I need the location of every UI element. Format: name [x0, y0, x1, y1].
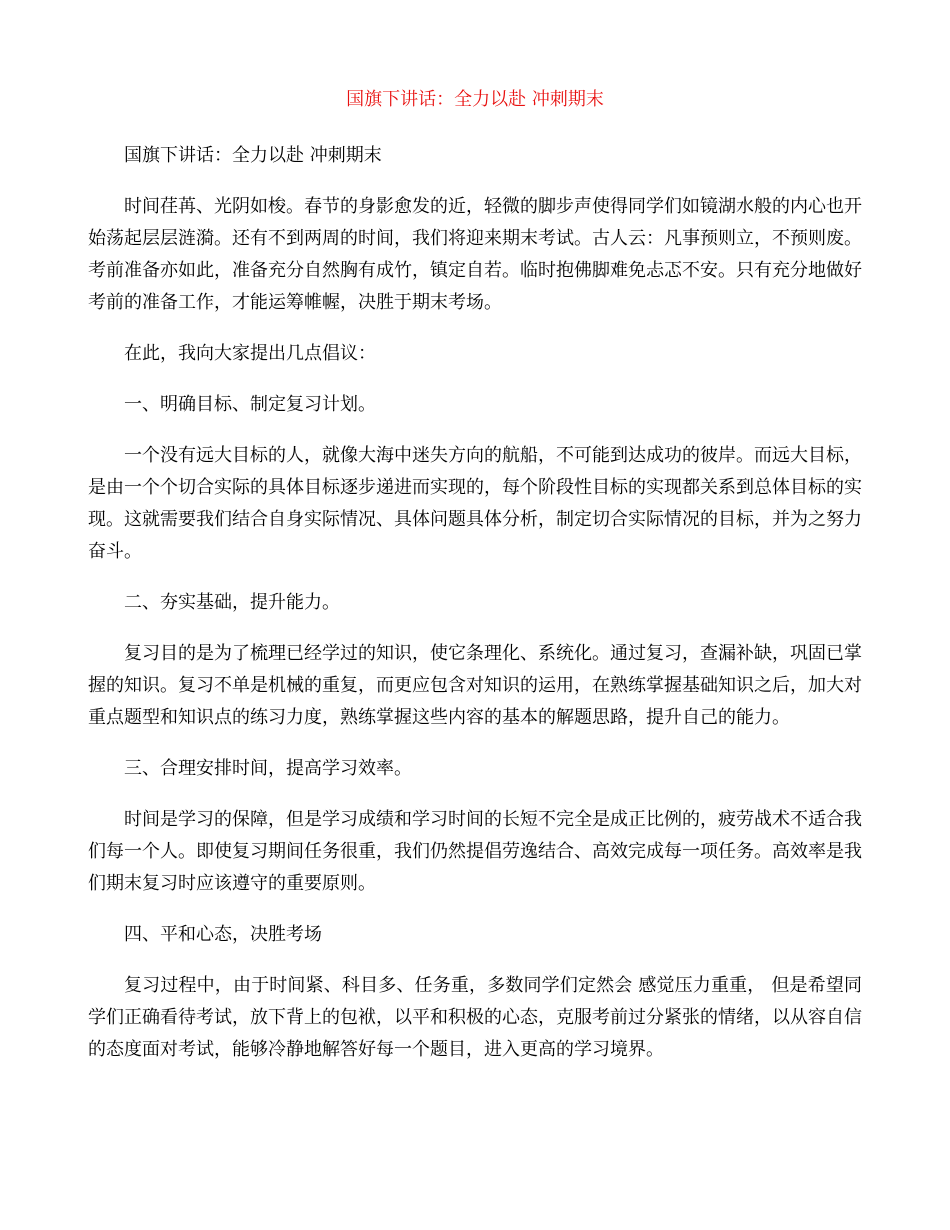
- heading-point-3: 三、合理安排时间，提高学习效率。: [124, 758, 412, 779]
- paragraph-point-3: 时间是学习的保障，但是学习成绩和学习时间的长短不完全是成正比例的，疲劳战术不适合我们每一个人。即使复习期间任务很重，我们仍然提倡劳逸结合、高效完成每一项任务。高效率是我们期末复习时应该遵守的重要原则。: [88, 809, 862, 894]
- heading-point-1: 一、明确目标、制定复习计划。: [124, 394, 376, 415]
- paragraph-subtitle: 国旗下讲话：全力以赴 冲刺期末: [124, 145, 382, 166]
- paragraph-proposal: 在此，我向大家提出几点倡议：: [124, 343, 376, 364]
- heading-point-4: 四、平和心态，决胜考场: [124, 924, 322, 945]
- paragraph-point-2: 复习目的是为了梳理已经学过的知识，使它条理化、系统化。通过复习，查漏补缺，巩固已掌握的知识。复习不单是机械的重复，而更应包含对知识的运用，在熟练掌握基础知识之后，加大对重点题型和知识点的练习力度，熟练掌握这些内容的基本的解题思路，提升自己的能力。: [88, 643, 862, 728]
- document-body: [88, 140, 862, 1085]
- document-title: 国旗下讲话：全力以赴 冲刺期末: [346, 89, 604, 110]
- heading-point-2: 二、夯实基础，提升能力。: [124, 592, 340, 613]
- paragraph-point-1: 一个没有远大目标的人，就像大海中迷失方向的航船，不可能到达成功的彼岸。而远大目标，是由一个个切合实际的具体目标逐步递进而实现的，每个阶段性目标的实现都关系到总体目标的实现。这就需要我们结合自身实际情况、具体问题具体分析，制定切合实际情况的目标，并为之努力奋斗。: [88, 445, 862, 562]
- paragraph-point-4: 复习过程中，由于时间紧、科目多、任务重，多数同学们定然会 感觉压力重重， 但是希望同学们正确看待考试，放下背上的包袱，以平和积极的心态，克服考前过分紧张的情绪，以从容自信的态度面对考试，能够冷静地解答好每一个题目，进入更高的学习境界。: [88, 975, 862, 1060]
- paragraph-intro: 时间荏苒、光阴如梭。春节的身影愈发的近，轻微的脚步声使得同学们如镜湖水般的内心也开始荡起层层涟漪。还有不到两周的时间，我们将迎来期末考试。古人云：凡事预则立，不预则废。考前准备亦如此，准备充分自然胸有成竹，镇定自若。临时抱佛脚难免忐忑不安。只有充分地做好考前的准备工作，才能运筹帷幄，决胜于期末考场。: [88, 196, 862, 313]
